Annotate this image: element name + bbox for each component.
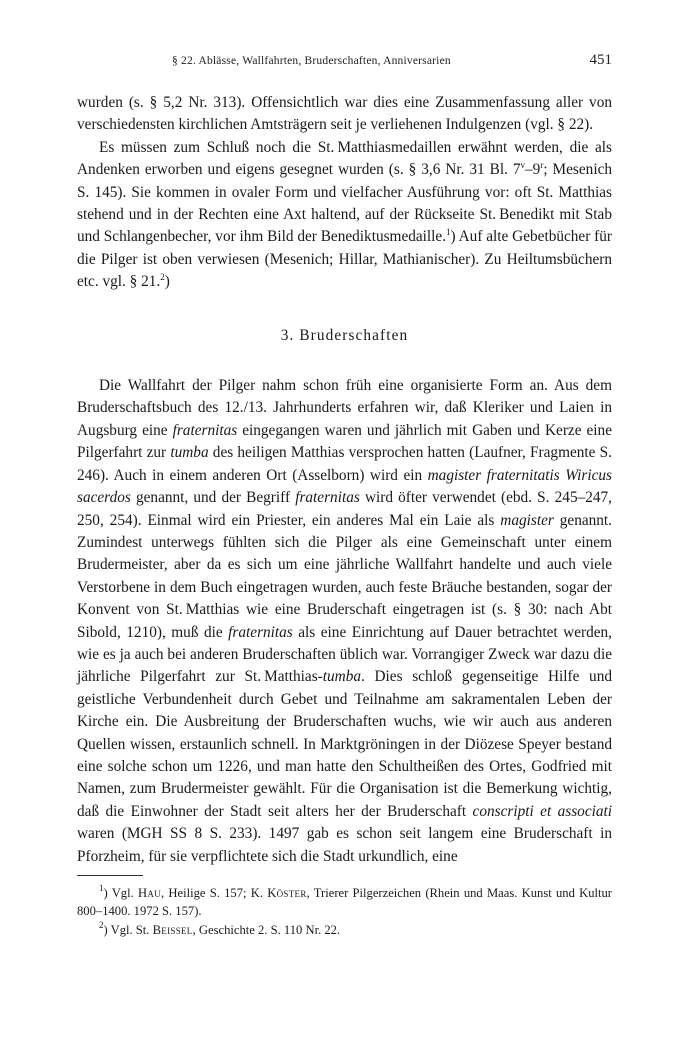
footnote-1: $^1$) Vgl. Hau, Heilige S. 157; K. Köster, Trierer Pilgerzeichen (Rhein und Maas. Kunst und Kultur 800–1400. 1972 S. 157). xyxy=(77,883,612,919)
paragraph-continuation: wurden (s. § 5,2 Nr. 313). Offensichtlich war dies eine Zusammenfassung aller von verschiedensten kirchlichen Amtsträgern seit je verliehenen Indulgenzen (vgl. § 22). xyxy=(77,94,612,134)
paragraph-medals: Es müssen zum Schluß noch die St. Matthiasmedaillen erwähnt werden, die als Andenken erworben und eigens gesegnet wurden (s. § 3,6 Nr. 31 Bl. 7$^v$–9$^r$; Mesenich S. 145). Sie kommen in ovaler Form und vielfacher Ausführung vor: oft St. Matthias stehend und in der Rechten eine Axt haltend, auf der Rückseite St. Benedikt mit Stab und Schlangenbecher, vor ihm Bild der Benediktusmedaille.$^1$) Auf alte Gebetbücher für die Pilger ist oben verwiesen (Mesenich; Hillar, Mathianischer). Zu Heiltumsbüchern etc. vgl. § 21.$^2$) xyxy=(77,138,613,291)
paragraph-bruderschaften: Die Wallfahrt der Pilger nahm schon früh eine organisierte Form an. Aus dem Bruderschaftsbuch des 12./13. Jahrhunderts erfahren wir, daß Kleriker und Laien in Augsburg eine fraternitas eingegangen waren und jährlich mit Gaben und Kerze eine Pilgerfahrt zur tumba des heiligen Matthias versprochen hatten (Laufner, Fragmente S. 246). Auch in einem anderen Ort (Asselborn) wird ein magister fraternitatis Wiricus sacerdos genannt, und der Begriff fraternitas wird öfter verwendet (ebd. S. 245–247, 250, 254). Einmal wird ein Priester, ein anderes Mal ein Laie als magister genannt. Zumindest unterwegs fühlten sich die Pilger als eine Gemeinschaft unter einem Brudermeister, aber da es sich um eine jährliche Wallfahrt handelte und auch viele Verstorbene in dem Buch eingetragen wurden, auch feste Bräuche bestanden, sogar der Konvent von St. Matthias wie eine Bruderschaft eingetragen ist (s. § 30: nach Abt Sibold, 1210), muß die fraternitas als eine Einrichtung auf Dauer betrachtet werden, wie es ja auch bei anderen Bruderschaften üblich war. Vorrangiger Zweck war dazu die jährliche Pilgerfahrt zur St. Matthias-tumba. Dies schloß gegenseitige Hilfe und geistliche Verbundenheit durch Gebet und Teilnahme am sakramentalen Leben der Kirche ein. Die Ausbreitung der Bruderschaften wuchs, wie wir auch aus anderen Quellen wissen, erstaunlich schnell. In Marktgröningen in der Diözese Speyer bestand eine solche schon um 1226, und man hatte den Schultheißen des Ortes, Godfried mit Namen, zum Brudermeister gewählt. Für die Organisation ist die Bemerkung wichtig, daß die Einwohner der Stadt seit alters her der Bruderschaft conscripti et associati waren (MGH SS 8 S. 233). 1497 gab es schon seit langem eine Bruderschaft in Pforzheim, für sie verpflichtete sich die Stadt urkundlich, eine xyxy=(77,377,613,865)
running-title: § 22. Ablässe, Wallfahrten, Bruderschaften, Anniversarien xyxy=(172,55,451,67)
footnote-rule xyxy=(77,875,143,876)
footnote-2: $^2$) Vgl. St. Beissel, Geschichte 2. S. 110 Nr. 22. xyxy=(99,919,341,937)
page-number: 451 xyxy=(589,52,612,68)
running-head xyxy=(0,52,700,72)
main-text xyxy=(77,92,612,868)
footnotes xyxy=(77,884,612,939)
section-heading: 3. Bruderschaften xyxy=(280,326,409,344)
